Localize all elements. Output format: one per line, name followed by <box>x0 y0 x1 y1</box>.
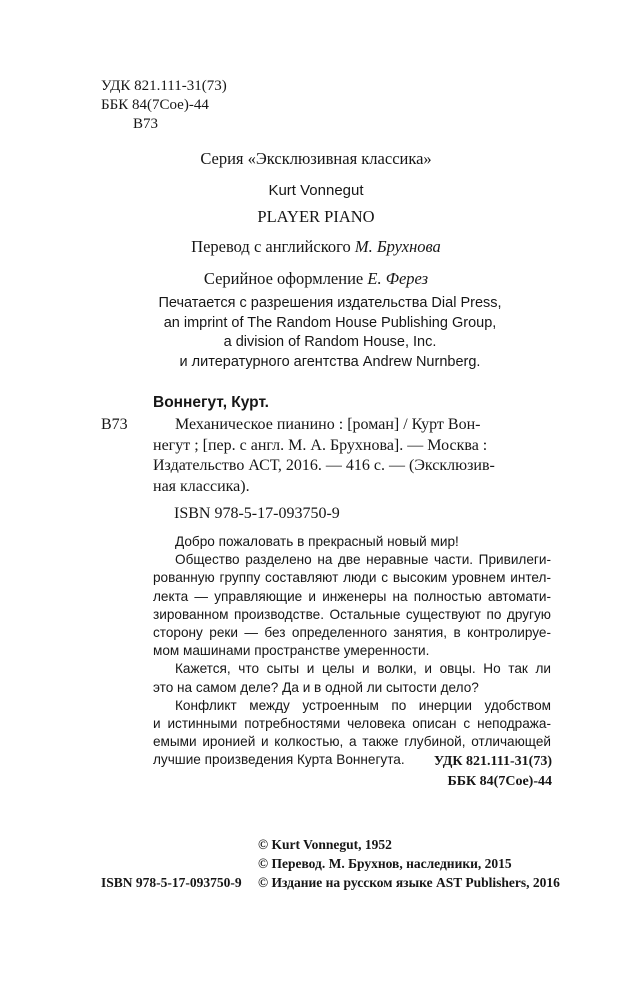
original-author: Kurt Vonnegut <box>268 182 364 199</box>
description-line: емыми иронией и колкостью, а также глубиной, отличающей <box>153 734 551 750</box>
book-description <box>153 533 551 770</box>
bottom-classification <box>350 752 552 792</box>
permission-block <box>130 294 530 372</box>
catalog-entry-line: Издательство АСТ, 2016. — 416 с. — (Эксклюзив- <box>153 457 495 474</box>
description-line: это на самом деле? Да и в одной ли сытости дело? <box>153 679 479 695</box>
design-prefix: Серийное оформление <box>203 269 364 288</box>
description-line: и истинными потребностями человека описан с неподража- <box>153 716 551 732</box>
permission-line: Печатается с разрешения издательства Dial Press, <box>158 295 502 311</box>
description-line: зированном производстве. Остальные существуют по другую <box>153 606 551 622</box>
designer-name: Е. Ферез <box>367 269 429 288</box>
permission-line: an imprint of The Random House Publishing Group, <box>163 314 497 331</box>
copyright-line: © Перевод. М. Брухнов, наследники, 2015 <box>258 856 512 871</box>
translator-name: М. Брухнова <box>354 237 441 256</box>
copyright-line: © Издание на русском языке AST Publishers, 2016 <box>258 875 560 890</box>
bbk-code: ББК 84(7Сое)-44 <box>101 97 209 113</box>
description-line: сторону реки — без определенного занятия, в контролируе- <box>153 625 551 641</box>
permission-line: a division of Random House, Inc. <box>223 334 437 350</box>
description-line: лекта — управляющие и инженеры на полностью автомати- <box>153 588 551 604</box>
catalog-entry-line: ная классика). <box>153 477 250 495</box>
catalog-isbn: ISBN 978-5-17-093750-9 <box>174 505 340 522</box>
author-mark: В73 <box>133 116 159 132</box>
catalog-mark: В73 <box>101 416 128 433</box>
description-line: Конфликт между устроенным по инерции удобством <box>175 697 551 713</box>
catalog-entry-line: негут ; [пер. с англ. М. А. Брухнова]. — Москва : <box>153 436 488 454</box>
description-line: лучшие произведения Курта Воннегута. <box>153 752 405 768</box>
catalog-heading: Воннегут, Курт. <box>153 394 269 411</box>
translation-prefix: Перевод с английского <box>191 237 351 256</box>
copyright-block <box>258 835 560 892</box>
description-line: Общество разделено на две неравные части. Привилеги- <box>175 552 551 568</box>
catalog-entry <box>153 415 553 497</box>
copyright-isbn: ISBN 978-5-17-093750-9 <box>101 875 242 890</box>
classification-block <box>101 77 227 134</box>
catalog-entry-line: Механическое пианино : [роман] / Курт Вон- <box>175 416 481 433</box>
design-line <box>0 269 632 289</box>
description-line: Кажется, что сыты и целы и волки, и овцы. Но так ли <box>175 661 551 677</box>
udk-code: УДК 821.111-31(73) <box>101 78 227 94</box>
description-line: Добро пожаловать в прекрасный новый мир! <box>175 534 459 549</box>
copyright-line: © Kurt Vonnegut, 1952 <box>258 837 392 852</box>
bottom-udk: УДК 821.111-31(73) <box>433 754 552 769</box>
description-line: рованную группу составляют люди с высоким уровнем интел- <box>153 570 551 586</box>
description-line: мом машинами пространстве умеренности. <box>153 643 430 659</box>
translation-line <box>0 237 632 257</box>
bottom-bbk: ББК 84(7Сое)-44 <box>447 774 552 789</box>
series-line: Серия «Эксклюзивная классика» <box>200 149 432 168</box>
permission-line: и литературного агентства Andrew Nurnberg. <box>179 353 481 370</box>
original-title: PLAYER PIANO <box>257 207 375 226</box>
